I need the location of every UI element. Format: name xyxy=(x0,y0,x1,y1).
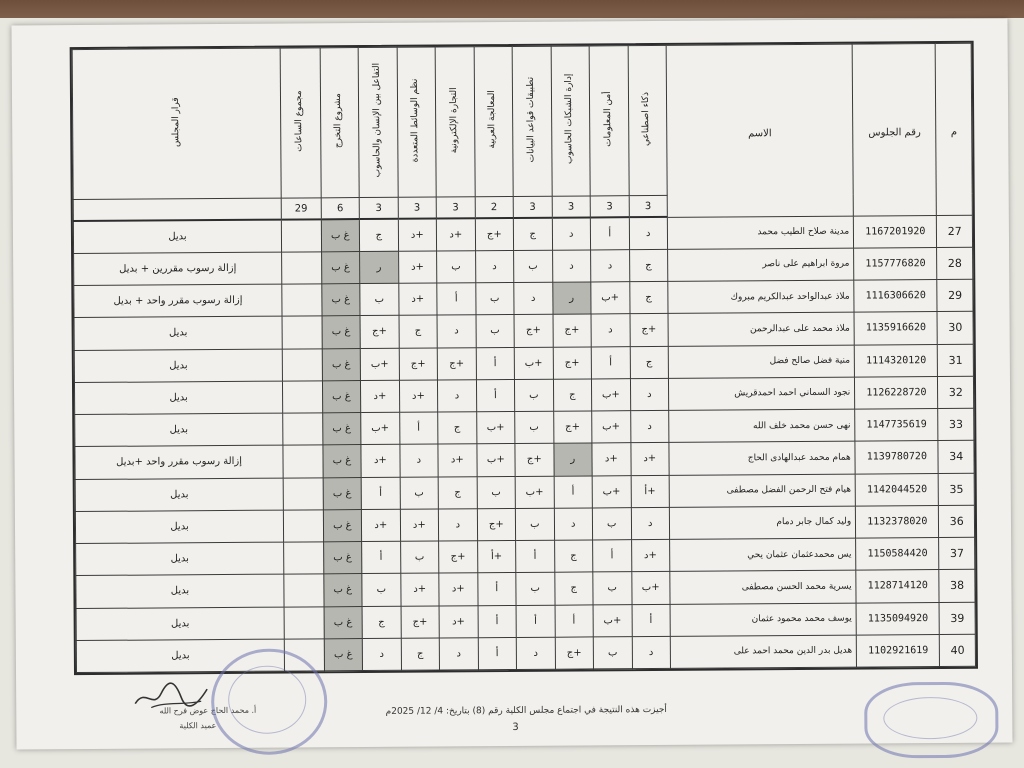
serial-cell: 37 xyxy=(939,537,975,569)
grade-course-5: أ xyxy=(477,573,516,606)
serial-cell: 27 xyxy=(937,215,973,247)
total-hours-cell xyxy=(281,219,321,252)
seat-number-cell: 1147735619 xyxy=(855,409,938,442)
grade-course-5: ب xyxy=(475,282,514,315)
grade-course-1: د xyxy=(632,636,671,669)
grade-course-1: ب+ xyxy=(631,572,670,605)
serial-cell: 34 xyxy=(938,441,974,473)
total-hours-cell xyxy=(284,574,324,607)
grade-course-5: أ xyxy=(476,347,515,380)
total-hours-cell xyxy=(283,413,323,446)
decision-cell: بديل xyxy=(74,316,282,350)
seat-number-cell: 1157776820 xyxy=(854,247,937,280)
credit-total: 29 xyxy=(281,198,321,220)
grade-course-5: ب xyxy=(477,476,516,509)
student-name-cell: يوسف محمد محمود عثمان xyxy=(670,603,856,637)
total-hours-cell xyxy=(284,542,324,575)
grade-course-3: ج xyxy=(554,572,593,605)
grade-course-6: د xyxy=(439,637,478,670)
grade-course-6: د xyxy=(437,315,476,348)
grade-course-2: ب xyxy=(592,507,631,540)
grade-course-2: ب+ xyxy=(592,411,631,444)
decision-cell: بديل xyxy=(75,478,283,512)
grade-course-3: ج xyxy=(554,540,593,573)
total-hours-cell xyxy=(282,284,322,317)
grade-course-8: د+ xyxy=(361,445,400,478)
grade-course-1: ج xyxy=(629,281,668,314)
grade-course-8: أ xyxy=(361,477,400,510)
credit-course-8: 3 xyxy=(359,197,398,219)
grade-course-1: د xyxy=(630,378,669,411)
grade-course-5: أ xyxy=(476,379,515,412)
course-header-3: إدارة الشبكات الحاسوب xyxy=(551,46,591,196)
grade-course-8: ج xyxy=(359,219,398,252)
name-header: الاسم xyxy=(666,44,853,217)
grade-course-1: أ+ xyxy=(631,475,670,508)
grade-course-4: أ xyxy=(516,540,555,573)
grade-course-3: ر xyxy=(553,443,592,476)
total-hours-cell xyxy=(282,348,322,381)
decision-cell: بديل xyxy=(74,349,282,383)
grade-course-6: ج xyxy=(438,476,477,509)
grade-course-9: غ ب xyxy=(323,542,362,575)
grade-course-4: د xyxy=(516,637,555,670)
grade-course-9: غ ب xyxy=(321,284,360,317)
grade-course-6: ج xyxy=(438,412,477,445)
grade-course-1: د xyxy=(630,410,669,443)
student-name-cell: مدينة صلاح الطيب محمد xyxy=(667,216,853,250)
serial-cell: 31 xyxy=(938,344,974,376)
student-name-cell: نهى حسن محمد خلف الله xyxy=(669,409,855,443)
grade-course-9: غ ب xyxy=(323,509,362,542)
serial-cell: 29 xyxy=(937,279,973,311)
grade-course-7: ج xyxy=(401,638,440,671)
grade-course-4: أ xyxy=(516,605,555,638)
credit-course-3: 3 xyxy=(552,196,591,218)
course-header-5: المعالجة العربية xyxy=(474,46,514,196)
grade-course-5: ج+ xyxy=(475,218,514,251)
grade-course-9: غ ب xyxy=(322,413,361,446)
grade-course-4: ب xyxy=(515,508,554,541)
grade-course-2: د+ xyxy=(592,443,631,476)
serial-cell: 38 xyxy=(939,570,975,602)
grade-course-2: ب xyxy=(593,636,632,669)
student-name-cell: مروة ابراهيم على ناصر xyxy=(668,248,854,282)
serial-cell: 32 xyxy=(938,376,974,408)
grade-course-5: أ+ xyxy=(477,540,516,573)
results-sheet xyxy=(11,19,1012,750)
grade-course-3: ج xyxy=(553,379,592,412)
signatory-name: أ. محمد الحاج عوض فرح الله xyxy=(159,705,257,716)
grade-course-3: ج+ xyxy=(553,314,592,347)
grade-course-2: أ xyxy=(590,217,629,250)
student-name-cell: منية فضل صالح فضل xyxy=(668,345,854,379)
approval-note: أجيزت هذه النتيجة في اجتماع مجلس الكلية رقم (8) بتاريخ: 4/ 12/ 2025م xyxy=(385,704,667,717)
course-header-6: التجارة الإلكترونية xyxy=(435,47,475,197)
decision-cell: بديل xyxy=(73,220,281,254)
decision-cell: بديل xyxy=(75,413,283,447)
grade-course-4: ب+ xyxy=(515,476,554,509)
grade-course-6: ج+ xyxy=(437,347,476,380)
grade-course-5: أ xyxy=(478,605,517,638)
seat-number-cell: 1128714120 xyxy=(856,570,939,603)
grade-course-2: ب+ xyxy=(592,475,631,508)
grade-course-4: ب xyxy=(515,411,554,444)
grade-course-3: ج+ xyxy=(555,637,594,670)
grade-course-3: ج+ xyxy=(553,411,592,444)
student-name-cell: ملاذ محمد على عبدالرحمن xyxy=(668,312,854,346)
course-header-2: أمن المعلومات xyxy=(589,46,629,196)
grade-course-7: أ xyxy=(399,412,438,445)
student-name-cell: يسرية محمد الحسن مصطفى xyxy=(670,570,856,604)
grade-course-6: د+ xyxy=(436,218,475,251)
grade-course-4: ب xyxy=(516,572,555,605)
grade-course-2: د xyxy=(591,249,630,282)
seat-number-cell: 1135094920 xyxy=(856,602,939,635)
college-seal-left xyxy=(211,648,328,755)
grade-course-7: ج+ xyxy=(399,348,438,381)
results-body xyxy=(73,215,975,673)
grade-course-2: أ xyxy=(593,540,632,573)
student-name-cell: وليد كمال جابر دمام xyxy=(669,506,855,540)
results-table xyxy=(72,43,976,673)
grade-course-1: د xyxy=(629,217,668,250)
grade-course-5: أ xyxy=(478,637,517,670)
grade-course-3: ر xyxy=(552,282,591,315)
decision-cell: بديل xyxy=(76,542,284,576)
seat-number-cell: 1116306620 xyxy=(854,280,937,313)
grade-course-4: ب+ xyxy=(514,347,553,380)
total-hours-cell xyxy=(282,316,322,349)
credit-course-9: 6 xyxy=(321,198,360,220)
grade-course-6: د+ xyxy=(438,444,477,477)
grade-course-8: ب xyxy=(360,283,399,316)
serial-cell: 33 xyxy=(938,408,974,440)
grade-course-8: ب+ xyxy=(360,348,399,381)
total-hours-cell xyxy=(284,606,324,639)
course-header-7: نظم الوسائط المتعددة xyxy=(397,47,437,197)
credit-course-2: 3 xyxy=(590,196,629,218)
serial-cell: 39 xyxy=(940,602,976,634)
decision-cell: إزالة رسوب مقرر واحد + بديل xyxy=(74,284,282,318)
grade-course-6: ب xyxy=(437,251,476,284)
grade-course-9: غ ب xyxy=(322,348,361,381)
grade-course-3: ج+ xyxy=(553,346,592,379)
course-header-1: ذكاء اصطناعي xyxy=(628,45,668,195)
grade-course-8: ج xyxy=(362,606,401,639)
grade-course-3: أ xyxy=(555,604,594,637)
seat-number-cell: 1102921619 xyxy=(856,634,939,667)
grade-course-2: ب+ xyxy=(593,604,632,637)
seat-number-cell: 1114320120 xyxy=(854,344,937,377)
grade-course-1: د xyxy=(631,507,670,540)
grade-course-7: د+ xyxy=(399,380,438,413)
grade-course-7: ب xyxy=(400,541,439,574)
grade-course-1: ج xyxy=(629,249,668,282)
grade-course-3: أ xyxy=(554,475,593,508)
grade-course-3: د xyxy=(554,508,593,541)
serial-cell: 40 xyxy=(940,634,976,666)
course-header-8: التفاعل بين الإنسان والحاسوب xyxy=(358,47,398,197)
credit-course-4: 3 xyxy=(513,196,552,218)
grade-course-6: د xyxy=(438,380,477,413)
grade-course-8: ج+ xyxy=(360,316,399,349)
decision-cell: إزالة رسوب مقرر واحد +بديل xyxy=(75,445,283,479)
grade-course-9: غ ب xyxy=(323,477,362,510)
grade-course-8: ر xyxy=(360,251,399,284)
grade-course-1: ج+ xyxy=(630,314,669,347)
total-hours-cell xyxy=(283,381,323,414)
grade-course-4: ج+ xyxy=(514,314,553,347)
seat-number-cell: 1139780720 xyxy=(855,441,938,474)
grade-course-8: أ xyxy=(362,541,401,574)
grade-course-1: د+ xyxy=(631,539,670,572)
credit-course-5: 2 xyxy=(475,196,514,218)
grade-course-8: ب xyxy=(362,574,401,607)
grade-course-2: د xyxy=(591,314,630,347)
grade-course-2: أ xyxy=(591,346,630,379)
grade-course-9: غ ب xyxy=(324,606,363,639)
grade-course-9: غ ب xyxy=(321,251,360,284)
grade-course-2: ب+ xyxy=(591,378,630,411)
total-hours-cell xyxy=(282,252,322,285)
grade-course-7: د+ xyxy=(398,219,437,252)
grade-course-6: ج+ xyxy=(439,541,478,574)
grade-course-7: د+ xyxy=(400,573,439,606)
student-name-cell: همام محمد عبدالهادى الحاج xyxy=(669,441,855,475)
grade-course-2: ب+ xyxy=(591,282,630,315)
decision-cell: بديل xyxy=(75,510,283,544)
grade-course-5: د xyxy=(475,250,514,283)
grade-course-8: د+ xyxy=(361,509,400,542)
seat-number-cell: 1142044520 xyxy=(855,473,938,506)
grade-course-6: د+ xyxy=(439,573,478,606)
student-name-cell: هيام فتح الرحمن الفضل مصطفى xyxy=(669,474,855,508)
grade-course-7: د+ xyxy=(400,509,439,542)
grade-course-5: ج+ xyxy=(477,508,516,541)
grade-course-7: ج xyxy=(399,315,438,348)
decision-cell: بديل xyxy=(74,381,282,415)
grade-course-6: د xyxy=(438,508,477,541)
serial-cell: 36 xyxy=(939,505,975,537)
grade-course-7: د+ xyxy=(398,251,437,284)
grade-course-3: د xyxy=(552,217,591,250)
total-hours-cell xyxy=(283,510,323,543)
grade-course-8: د xyxy=(362,638,401,671)
seat-number-cell: 1132378020 xyxy=(856,505,939,538)
decision-cell: بديل xyxy=(76,607,284,641)
grade-course-4: ج xyxy=(513,218,552,251)
decision-header: قرار المجلس xyxy=(72,48,281,199)
seat-number-cell: 1126228720 xyxy=(855,376,938,409)
grade-course-6: أ xyxy=(437,283,476,316)
credit-course-6: 3 xyxy=(436,197,475,219)
grade-course-5: ب+ xyxy=(476,444,515,477)
table-row xyxy=(76,634,975,673)
grade-course-3: د xyxy=(552,250,591,283)
grade-course-4: ب xyxy=(514,250,553,283)
credit-course-7: 3 xyxy=(398,197,437,219)
serial-cell: 30 xyxy=(937,312,973,344)
serial-header: م xyxy=(936,43,973,215)
credit-course-1: 3 xyxy=(629,195,668,217)
total-hours-cell xyxy=(283,445,323,478)
grade-course-2: ب xyxy=(593,572,632,605)
student-name-cell: ملاذ عبدالواحد عبدالكريم مبروك xyxy=(668,280,854,314)
grade-course-7: د xyxy=(400,444,439,477)
signatory-title: عميد الكلية xyxy=(179,721,217,731)
seat-number-header: رقم الجلوس xyxy=(852,44,936,216)
dean-signature xyxy=(131,679,211,712)
grade-course-9: غ ب xyxy=(323,445,362,478)
grade-course-1: د+ xyxy=(630,443,669,476)
grade-course-7: ج+ xyxy=(401,606,440,639)
total-hours-header: مجموع الساعات xyxy=(280,48,321,198)
grade-course-8: ب+ xyxy=(361,412,400,445)
grade-course-4: ج+ xyxy=(515,443,554,476)
grade-course-1: أ xyxy=(632,604,671,637)
grade-course-9: غ ب xyxy=(323,574,362,607)
grade-course-9: غ ب xyxy=(321,219,360,252)
decision-cell: إزالة رسوب مقررين + بديل xyxy=(74,252,282,286)
course-header-9: مشروع التخرج xyxy=(320,48,360,198)
total-hours-cell xyxy=(283,477,323,510)
grade-course-1: ج xyxy=(630,346,669,379)
grade-course-5: ب xyxy=(476,315,515,348)
grade-course-9: غ ب xyxy=(322,380,361,413)
college-seal-right xyxy=(864,682,999,759)
seat-number-cell: 1150584420 xyxy=(856,538,939,571)
grade-course-9: غ ب xyxy=(324,638,363,671)
results-table-frame xyxy=(70,41,978,675)
student-name-cell: نجود السماني احمد احمدقريش xyxy=(668,377,854,411)
credit-empty xyxy=(73,198,281,221)
grade-course-4: ب xyxy=(515,379,554,412)
grade-course-7: د+ xyxy=(398,283,437,316)
serial-cell: 28 xyxy=(937,247,973,279)
grade-course-5: ب+ xyxy=(476,411,515,444)
grade-course-8: د+ xyxy=(361,380,400,413)
grade-course-9: غ ب xyxy=(322,316,361,349)
page-number: 3 xyxy=(512,721,519,734)
student-name-cell: هديل بدر الدين محمد احمد على xyxy=(670,635,856,669)
grade-course-7: ب xyxy=(400,477,439,510)
seat-number-cell: 1167201920 xyxy=(854,215,937,248)
serial-cell: 35 xyxy=(939,473,975,505)
grade-course-6: د+ xyxy=(439,605,478,638)
decision-cell: بديل xyxy=(76,639,284,673)
grade-course-4: د xyxy=(514,282,553,315)
decision-cell: بديل xyxy=(76,574,284,608)
student-name-cell: يس محمدعثمان عثمان يحي xyxy=(670,538,856,572)
seat-number-cell: 1135916620 xyxy=(854,312,937,345)
course-header-4: تطبيقات قواعد البيانات xyxy=(512,46,552,196)
